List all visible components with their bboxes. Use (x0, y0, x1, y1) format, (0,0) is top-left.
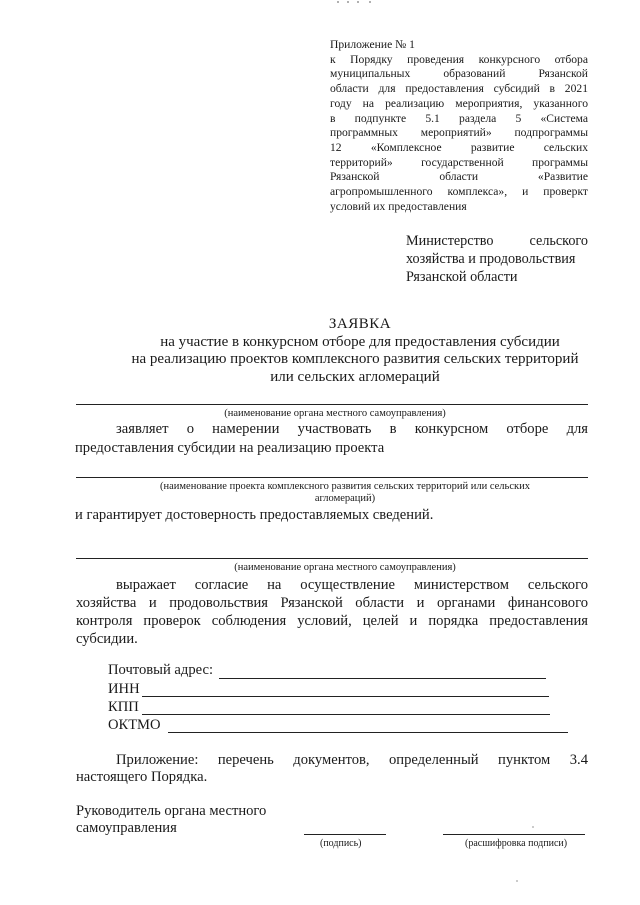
signature-field[interactable] (304, 834, 386, 835)
title-line: на участие в конкурсном отборе для предоставления субсидии (160, 333, 560, 350)
postal-address-field[interactable] (219, 678, 546, 679)
oktmo-label: ОКТМО (108, 717, 161, 733)
head-title-line: Руководитель органа местного (76, 803, 267, 819)
consent-line: выражает согласие на осуществление министерством сельского (116, 577, 588, 593)
document-title (55, 316, 640, 386)
addressee-line: Рязанской области (406, 268, 518, 285)
consent-paragraph (76, 577, 588, 648)
project-name-field[interactable] (76, 477, 588, 478)
inn-label: ИНН (108, 681, 140, 697)
consent-line: субсидии. (76, 631, 138, 647)
head-title-line: самоуправления (76, 820, 177, 836)
appendix-line: году на реализацию мероприятия, указанного (330, 96, 588, 110)
guarantee-text: и гарантирует достоверность предоставляемых сведений. (75, 507, 434, 523)
attachment-line: настоящего Порядка. (76, 769, 208, 785)
title-line: или сельских агломераций (270, 368, 440, 385)
org-name-caption-1: (наименование органа местного самоуправления) (224, 408, 446, 419)
project-name-caption (120, 481, 570, 505)
appendix-line: территорий» государственной программы (330, 155, 588, 169)
appendix-line: агропромышленного комплекса», и проверкт (330, 185, 588, 199)
declares-paragraph (75, 421, 588, 457)
appendix-line: в подпункте 5.1 раздела 5 «Система (330, 111, 588, 125)
appendix-line: к Порядку проведения конкурсного отбора (330, 52, 588, 66)
declares-line: предоставления субсидии на реализацию проекта (75, 440, 385, 456)
project-caption-line: (наименование проекта комплексного развития сельских территорий или сельских (160, 481, 530, 492)
attachment-paragraph (76, 752, 588, 786)
consent-line: хозяйства и продовольствия Рязанской области и органами финансового (76, 595, 588, 611)
addressee-block (406, 233, 588, 286)
oktmo-field[interactable] (168, 732, 568, 733)
attachment-line: Приложение: перечень документов, определенный пунктом 3.4 (116, 752, 588, 768)
appendix-line: области для предоставления субсидий в 2021 (330, 82, 588, 96)
addressee-line: хозяйства и продовольствия (406, 250, 576, 267)
title-heading: ЗАЯВКА (328, 316, 392, 332)
declares-line: заявляет о намерении участвовать в конкурсном отборе для (116, 421, 588, 437)
signature-decoding-caption: (расшифровка подписи) (465, 838, 568, 849)
inn-field[interactable] (142, 696, 549, 697)
kpp-field[interactable] (142, 714, 550, 715)
appendix-line: программных мероприятий» подпрограммы (330, 126, 588, 140)
scan-speck (516, 880, 518, 882)
appendix-line: 12 «Комплексное развитие сельских (330, 140, 588, 154)
addressee-line: Министерство сельского (406, 233, 588, 249)
scan-speck (532, 826, 534, 828)
appendix-line: Рязанской области «Развитие (330, 170, 588, 184)
title-line: на реализацию проектов комплексного развития сельских территорий (131, 351, 579, 367)
scan-smudge (335, 0, 385, 6)
org-name-field-2[interactable] (76, 558, 588, 559)
signature-caption: (подпись) (320, 838, 362, 849)
postal-address-label: Почтовый адрес: (108, 662, 214, 678)
head-title (76, 803, 266, 837)
project-caption-line: агломераций) (314, 493, 376, 504)
kpp-label: КПП (108, 699, 139, 715)
signature-decoding-field[interactable] (443, 834, 585, 835)
appendix-line: Приложение № 1 (330, 38, 415, 51)
appendix-block (330, 38, 588, 214)
appendix-line: условий их предоставления (330, 199, 467, 213)
consent-line: контроля проверок соблюдения условий, целей и порядка предоставления (76, 613, 588, 629)
appendix-line: муниципальных образований Рязанской (330, 67, 588, 81)
org-name-caption-2: (наименование органа местного самоуправления) (234, 562, 456, 573)
org-name-field-1[interactable] (76, 404, 588, 405)
